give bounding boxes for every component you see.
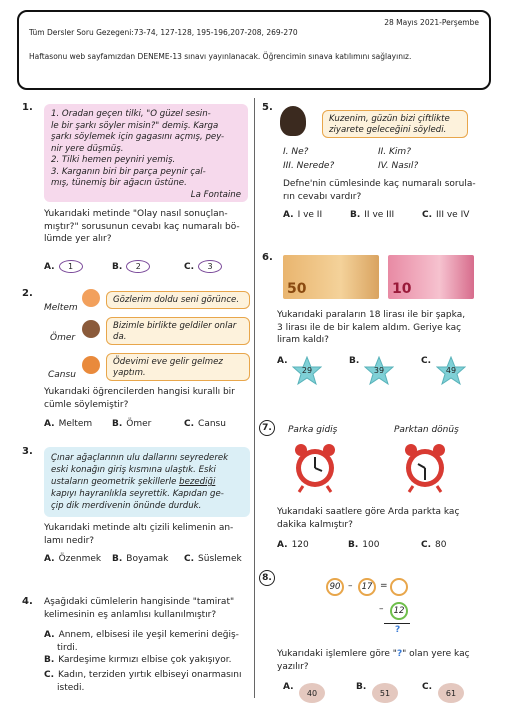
q4-option-c[interactable]: C. Kadın, terziden yırtık elbiseyi onarmasını istedi. bbox=[44, 670, 242, 693]
q3-option-b[interactable]: B. Boyamak bbox=[112, 554, 169, 564]
q8-option-c[interactable]: C. bbox=[422, 682, 433, 692]
option-value: 49 bbox=[445, 366, 457, 375]
star-shape-icon[interactable] bbox=[436, 356, 466, 386]
q3-option-c[interactable]: C. Süslemek bbox=[184, 554, 242, 564]
question-item: IV. Nasıl? bbox=[378, 161, 419, 171]
q1-option-c[interactable]: C. 3 bbox=[184, 260, 222, 273]
announcement: Haftasonu web sayfamızdan DENEME-13 sınavı yayınlanacak. Öğrencimin sınava katılımını sağlayınız. bbox=[29, 52, 412, 61]
q6-option-a[interactable]: A. bbox=[277, 356, 288, 366]
q8-question: Yukarıdaki işlemlere göre "?" olan yere kaç yazılır? bbox=[277, 649, 470, 672]
q3-passage: Çınar ağaçlarının ulu dallarını seyrederek eski konağın giriş kısmına ulaştık. Eski ustaların geometrik şekillerle bezediği kapıyı hayranlıkla seyrettik. Kapıdan ge- çip dik merdivenin önünde durduk. bbox=[44, 447, 250, 517]
question-number: 3. bbox=[22, 446, 33, 457]
star-shape-icon[interactable] bbox=[364, 356, 394, 386]
question-number: 6. bbox=[262, 252, 273, 263]
q1-passage-line: le bir şarkı söyler misin?" demiş. Karga bbox=[51, 120, 219, 131]
q8-option-a[interactable]: A. bbox=[283, 682, 294, 692]
alarm-clock-icon bbox=[292, 442, 338, 494]
q3-question: Yukarıdaki metinde altı çizili kelimenin an- lamı nedir? bbox=[44, 523, 234, 546]
date: 28 Mayıs 2021-Perşembe bbox=[384, 18, 479, 27]
girl-avatar-icon bbox=[82, 289, 100, 307]
q7-option-b[interactable]: B. 100 bbox=[348, 540, 380, 550]
question-number: 2. bbox=[22, 288, 33, 299]
speech-bubble: Ödevimi eve gelir gelmez yaptım. bbox=[106, 353, 250, 381]
option-disc[interactable]: 51 bbox=[372, 683, 398, 703]
question-number: 7. bbox=[259, 420, 275, 436]
star-shape-icon[interactable] bbox=[292, 356, 322, 386]
topics: Tüm Dersler Soru Gezegeni:73-74, 127-128, 195-196,207-208, 269-270 bbox=[29, 28, 298, 37]
q1-passage-line: şarkı söylemek için gagasını açmış, pey- bbox=[51, 132, 225, 142]
question-item: III. Nerede? bbox=[283, 161, 335, 171]
question-item: I. Ne? bbox=[283, 147, 309, 157]
q1-option-value: 2 bbox=[126, 260, 150, 273]
math-operand: 17 bbox=[358, 578, 376, 596]
option-value: 29 bbox=[301, 366, 313, 375]
alarm-clock-icon bbox=[402, 442, 448, 494]
q1-option-value: 3 bbox=[198, 260, 222, 273]
minus-sign: – bbox=[348, 581, 353, 591]
kid-name: Ömer bbox=[50, 333, 76, 343]
clock-label: Parktan dönüş bbox=[394, 425, 459, 435]
equals-sign: = bbox=[380, 581, 388, 591]
q2-question: Yukarıdaki öğrencilerden hangisi kurallı bir cümle söylemiştir? bbox=[44, 387, 235, 410]
speech-bubble: Bizimle birlikte geldiler onlar da. bbox=[106, 317, 250, 345]
kid-name: Meltem bbox=[44, 303, 78, 313]
q1-passage-line: 1. Oradan geçen tilki, "O güzel sesin- bbox=[51, 109, 211, 119]
question-number: 8. bbox=[259, 570, 275, 586]
q1-question: Yukarıdaki metinde "Olay nasıl sonuçlan- mıştır?" sorusunun cevabı kaç numaralı bö- lümde yer alır? bbox=[44, 209, 240, 244]
header-box bbox=[17, 10, 491, 90]
column-divider bbox=[254, 98, 255, 698]
minus-sign: – bbox=[379, 604, 384, 614]
q2-option-b[interactable]: B. Ömer bbox=[112, 419, 152, 429]
option-value: 39 bbox=[373, 366, 385, 375]
q1-passage bbox=[44, 104, 248, 202]
q5-question: Defne'nin cümlesinde kaç numaralı sorula- rın cevabı vardır? bbox=[283, 179, 476, 202]
q1-option-a[interactable]: A. 1 bbox=[44, 260, 83, 273]
q6-option-c[interactable]: C. bbox=[421, 356, 432, 366]
q2-option-a[interactable]: A. Meltem bbox=[44, 419, 93, 429]
boy-avatar-icon bbox=[82, 320, 100, 338]
option-disc[interactable]: 40 bbox=[299, 683, 325, 703]
q2-option-c[interactable]: C. Cansu bbox=[184, 419, 226, 429]
q3-option-a[interactable]: A. Özenmek bbox=[44, 554, 102, 564]
q1-option-b[interactable]: B. 2 bbox=[112, 260, 150, 273]
q4-option-b[interactable]: B. Kardeşime kırmızı elbise çok yakışıyor. bbox=[44, 655, 232, 665]
q7-option-c[interactable]: C. 80 bbox=[421, 540, 447, 550]
q4-option-a[interactable]: A. Annem, elbisesi ile yeşil kemerini değiş- tirdi. bbox=[44, 630, 239, 653]
q1-passage-line: mış, tünemiş bir ağacın üstüne. bbox=[51, 178, 187, 188]
banknote-50-image: 50 bbox=[283, 255, 379, 299]
speech-bubble: Gözlerim doldu seni görünce. bbox=[106, 291, 250, 309]
math-operand: 90 bbox=[326, 578, 344, 596]
q5-option-a[interactable]: A. I ve II bbox=[283, 210, 323, 220]
q7-question: Yukarıdaki saatlere göre Arda parkta kaç dakika kalmıştır? bbox=[277, 507, 460, 530]
question-number: 5. bbox=[262, 102, 273, 113]
math-result-blank bbox=[390, 578, 408, 596]
q6-option-b[interactable]: B. bbox=[349, 356, 360, 366]
q5-option-c[interactable]: C. III ve IV bbox=[422, 210, 470, 220]
q8-option-b[interactable]: B. bbox=[356, 682, 367, 692]
underlined-word: bezediği bbox=[179, 477, 216, 487]
q1-passage-line: 3. Karganın biri bir parça peynir çal- bbox=[51, 166, 206, 177]
math-operand: 12 bbox=[390, 602, 408, 620]
unknown-value: ? bbox=[395, 625, 401, 635]
q1-option-value: 1 bbox=[59, 260, 83, 273]
question-number: 1. bbox=[22, 102, 33, 113]
q7-option-a[interactable]: A. 120 bbox=[277, 540, 309, 550]
q5-option-b[interactable]: B. II ve III bbox=[350, 210, 395, 220]
kid-name: Cansu bbox=[48, 370, 76, 380]
q6-question: Yukarıdaki paraların 18 lirası ile bir şapka, 3 lirası ile de bir kalem aldım. Geriye kaç liram kaldı? bbox=[277, 310, 466, 345]
banknote-10-image: 10 bbox=[388, 255, 474, 299]
q4-question: Aşağıdaki cümlelerin hangisinde "tamirat" kelimesinin eş anlamlısı kullanılmıştır? bbox=[44, 597, 235, 620]
q1-passage-line: 2. Tilki hemen peyniri yemiş. bbox=[51, 155, 176, 165]
question-item: II. Kim? bbox=[378, 147, 411, 157]
girl-avatar-icon bbox=[82, 356, 100, 374]
girl-avatar-icon bbox=[280, 106, 306, 136]
q1-passage-line: nir yere düşmüş. bbox=[51, 143, 124, 154]
speech-bubble: Kuzenim, güzün bizi çiftlikte ziyarete geleceğini söyledi. bbox=[322, 110, 468, 138]
question-number: 4. bbox=[22, 596, 33, 607]
option-disc[interactable]: 61 bbox=[438, 683, 464, 703]
clock-label: Parka gidiş bbox=[288, 425, 338, 435]
q1-author: La Fontaine bbox=[190, 189, 241, 200]
